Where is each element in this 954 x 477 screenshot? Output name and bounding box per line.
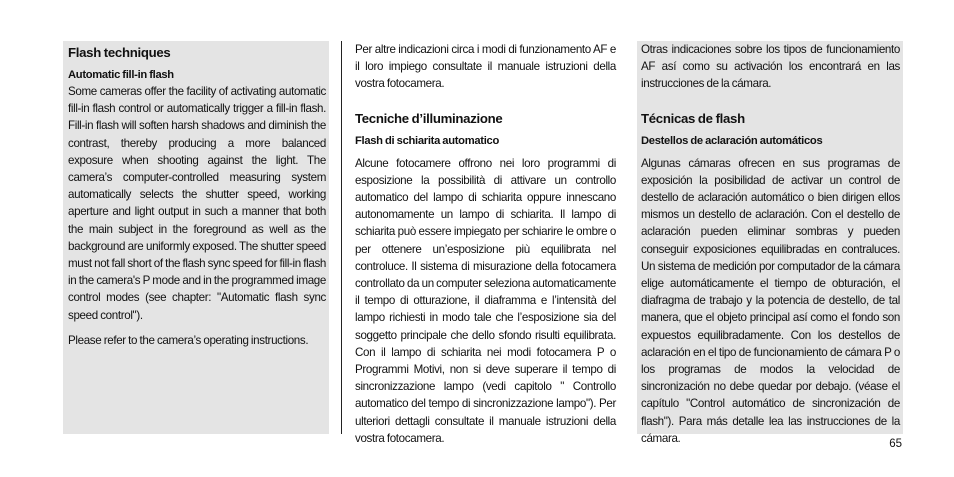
english-paragraph-2: Please refer to the camera’s operating instructions. (68, 333, 309, 347)
italian-paragraph-1: Alcune fotocamere offrono nei loro programmi di esposizione la possibilità di attivare un controllo automatico del lampo di schiarita oppure innescano autonomamente un lampo di schiarita. Il lampo di schiarita può essere impiegato per schiarire le ombre o per ottenere un’esposizione più equilibrata nel controluce. Il sistema di misurazione della fotocamera controllato da un computer seleziona automaticamente il tempo di otturazione, il diaframma e l’intensità del lampo richiesti in modo tale che l’esposizione sia del soggetto principale che dello sfondo risulti equilibrata. Con il lampo di schiarita nei modi fotocamera P o Programmi Motivi, non si deve superare il tempo di sincronizzazione lampo (vedi capitolo " Controllo automatico del tempo di sincronizzazione lampo"). Per ulteriori dettagli consultate il manuale istruzioni della vostra fotocamera. (355, 156, 616, 445)
english-subheading: Automatic fill-in flash (68, 69, 174, 81)
spanish-heading: Técnicas de flash (641, 110, 745, 126)
english-paragraph-1: Some cameras offer the facility of activating automatic fill-in flash control or automatically trigger a fill-in flash. Fill-in flash will soften harsh shadows and diminish the contrast, thereby producing a more balanced exposure when shooting against the light. The camera’s computer-controlled measuring system automatically selects the shutter speed, working aperture and light output in such a manner that both the main subject in the foreground as well as the background are uniformly exposed. The shutter speed must not fall short of the flash sync speed for fill-in flash in the camera's P mode and in the programmed image control modes (see chapter: "Automatic flash sync speed control"). (68, 85, 326, 322)
spanish-subheading: Destellos de aclaración automáticos (641, 134, 823, 147)
english-column (63, 41, 329, 434)
english-heading: Flash techniques (68, 45, 171, 60)
page-number: 65 (889, 438, 902, 450)
italian-column (341, 41, 619, 445)
italian-intro: Per altre indicazioni circa i modi di funzionamento AF e il loro impiego consultate il manuale istruzioni della vostra fotocamera. (355, 43, 616, 91)
italian-subheading: Flash di schiarita automatico (355, 134, 499, 147)
spanish-paragraph-1: Algunas cámaras ofrecen en sus programas de exposición la posibilidad de activar un control de destello de aclaración automático o bien dirigen ellos mismos un destello de aclaración. Con el destello de aclaración pueden eliminar sombras y pueden conseguir exposiciones equilibradas en contraluces. Un sistema de medición por computador de la cámara elige automáticamente el tiempo de obturación, el diafragma de trabajo y la potencia de destello, de tal manera, que el objeto principal así como el fondo son expuestos equilibradamente. Con los destellos de aclaración en el tipo de funcionamiento de cámara P o los programas de modos la velocidad de sincronización no debe quedar por debajo. (véase el capítulo "Control automático de sincronización de flash"). Para más detalle lea las instrucciones de la cámara. (641, 156, 900, 445)
italian-heading: Tecniche d’illuminazione (355, 110, 503, 126)
spanish-intro: Otras indicaciones sobre los tipos de funcionamiento AF así como su activación los encontrará en las instrucciones de la cámara. (641, 43, 900, 91)
